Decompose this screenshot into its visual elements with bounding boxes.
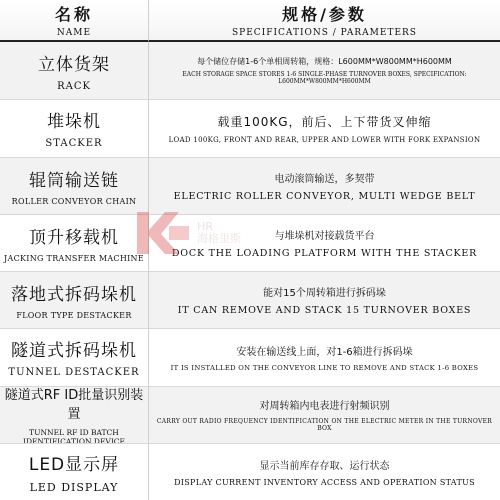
table-row-spec [149,386,500,443]
row-name-en: LED DISPLAY [29,480,119,494]
row-spec-en: DISPLAY CURRENT INVENTORY ACCESS AND OPERATION STATUS [174,477,475,487]
row-name-zh: LED显示屏 [28,454,120,475]
row-name-en: JACKING TRANSFER MACHINE [3,253,145,263]
row-name-zh: 立体货架 [38,54,110,75]
row-spec-zh: 载重100KG，前后、上下带货叉伸缩 [217,114,432,129]
row-spec-zh: 与堆垛机对接载货平台 [274,230,375,242]
row-name-en: FLOOR TYPE DESTACKER [16,311,132,321]
row-name-zh: 落地式拆码垛机 [11,285,137,306]
header-spec-zh: 规格/参数 [282,5,367,24]
table-row-spec [149,214,500,271]
row-spec-zh: 能对15个周转箱进行拆码垛 [263,288,386,300]
header-spec-cell [149,0,500,42]
header-spec-en: SPECIFICATIONS / PARAMETERS [232,28,417,38]
watermark-text-line1: HR [197,220,213,233]
table-row-spec [149,99,500,156]
header-name-zh: 名称 [54,5,93,24]
row-spec-zh: 每个储位存储1-6个单相周转箱，规格：L600MM*W800MM*H600MM [197,57,452,67]
row-name-en: TUNNEL RF ID BATCH IDENTIFICATION DEVICE [22,427,126,443]
row-spec-en: IT CAN REMOVE AND STACK 15 TURNOVER BOXES [177,305,472,317]
row-spec-zh: 对周转箱内电表进行射频识别 [259,401,390,413]
row-spec-zh: 安装在输送线上面，对1-6箱进行拆码垛 [236,346,413,358]
row-spec-en: EACH STORAGE SPACE STORES 1-6 SINGLE-PHASE TURNOVER BOXES, SPECIFICATION: L600MM*W800MM*H600MM [182,71,467,86]
table-row-spec [149,42,500,99]
table-row-spec [149,157,500,214]
row-spec-zh: 电动滚筒输送，多契带 [274,173,375,185]
table-row-name [0,99,149,156]
row-name-zh: 辊筒输送链 [29,170,119,191]
table-row-name [0,386,149,443]
row-name-zh: 堆垛机 [47,112,101,133]
table-row-name [0,443,149,500]
row-name-zh: 顶升移载机 [29,227,119,248]
row-name-en: RACK [57,80,91,92]
row-spec-en: ELECTRIC ROLLER CONVEYOR, MULTI WEDGE BELT [173,190,476,202]
row-spec-en: LOAD 100KG, FRONT AND REAR, UPPER AND LOWER WITH FORK EXPANSION [168,135,481,144]
table-row-spec [149,328,500,385]
row-spec-en: IT IS INSTALLED ON THE CONVEYOR LINE TO REMOVE AND STACK 1-6 BOXES [170,363,479,372]
table-row-name [0,328,149,385]
row-name-en: STACKER [45,138,103,150]
row-spec-en: DOCK THE LOADING PLATFORM WITH THE STACKER [171,247,478,259]
header-name-cell [0,0,149,42]
table-row-name [0,271,149,328]
table-row-spec [149,271,500,328]
row-spec-zh: 显示当前库存存取、运行状态 [259,460,390,472]
row-name-zh: 隧道式RF ID批量识别装置 [4,387,144,422]
row-name-en: TUNNEL DESTACKER [8,367,140,379]
table-row-name [0,214,149,271]
header-name-en: NAME [56,28,92,38]
row-name-zh: 隧道式拆码垛机 [11,341,137,362]
table-row-spec [149,443,500,500]
row-name-en: ROLLER CONVEYOR CHAIN [11,196,137,206]
table-row-name [0,42,149,99]
table-row-name [0,157,149,214]
row-spec-en: CARRY OUT RADIO FREQUENCY IDENTIFICATION ON THE ELECTRIC METER IN THE TURNOVER BOX [156,418,493,433]
watermark-text-line2: 海格里斯 [197,232,241,245]
